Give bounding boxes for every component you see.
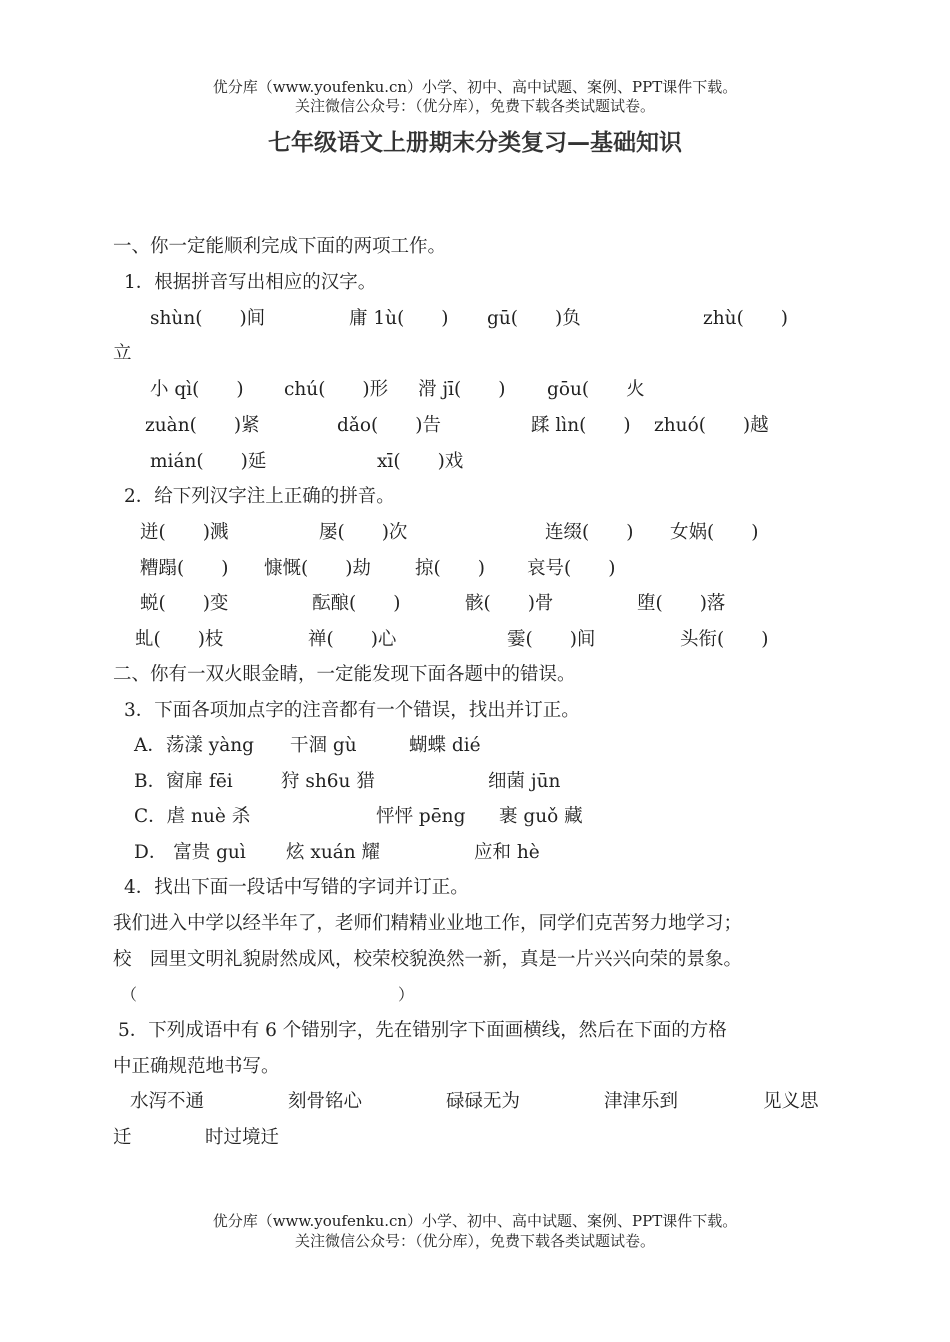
q5-idiom: 迁	[113, 1127, 132, 1148]
q1-item: 小 qì( )	[150, 379, 244, 400]
q5-idiom: 水泻不通	[130, 1091, 205, 1112]
q2-item: 堕( )落	[637, 593, 726, 614]
q4-paragraph: 我们进入中学以经半年了，老师们精精业业地工作，同学们克苦努力地学习；	[113, 913, 743, 934]
q1-item: 庸 1ù( )	[349, 308, 449, 329]
q5-label-cont: 中正确规范地书写。	[113, 1056, 280, 1077]
q2-item: 霎( )间	[507, 629, 596, 650]
q5-idiom: 时过境迁	[205, 1127, 280, 1148]
q5-label: 5．下列成语中有 6 个错别字，先在错别字下面画横线，然后在下面的方格	[118, 1020, 727, 1041]
q5-idiom: 碌碌无为	[446, 1091, 521, 1112]
q3-option: B．窗扉 fēi	[134, 771, 233, 792]
page-title: 七年级语文上册期末分类复习—基础知识	[268, 130, 682, 156]
footer-line-1: 优分库（www.youfenku.cn）小学、初中、高中试题、案例、PPT课件下载。	[212, 1212, 738, 1230]
q3-option: 狩 sh6u 猎	[281, 771, 375, 792]
q1-item: zuàn( )紧	[145, 415, 260, 436]
q3-option: A．荡漾 yàng	[134, 735, 254, 756]
q3-option: 蝴蝶 dié	[409, 735, 481, 756]
q2-item: 掠( )	[415, 558, 485, 579]
q4-label: 4．找出下面一段话中写错的字词并订正。	[124, 877, 469, 898]
q2-item: 酝酿( )	[312, 593, 401, 614]
q5-idiom: 见义思	[763, 1091, 819, 1112]
q4-answer-open: （	[121, 985, 138, 1004]
q2-label: 2．给下列汉字注上正确的拼音。	[124, 486, 395, 507]
q1-item: dǎo( )告	[337, 415, 441, 436]
q5-idiom: 津津乐到	[604, 1091, 679, 1112]
q1-item: chú( )形	[284, 379, 389, 400]
q2-item: 虬( )枝	[135, 629, 224, 650]
header-line-2: 关注微信公众号：（优分库），免费下载各类试题试卷。	[294, 97, 655, 115]
q4-answer-close: ）	[398, 985, 415, 1004]
q1-item: xī( )戏	[377, 451, 464, 472]
q1-item: shùn( )间	[150, 308, 266, 329]
q1-item: 蹂 lìn( )	[531, 415, 631, 436]
q1-item: gōu( 火	[547, 379, 645, 400]
q2-item: 头衔( )	[680, 629, 769, 650]
q2-item: 骸( )骨	[465, 593, 554, 614]
section1-heading: 一、你一定能顺利完成下面的两项工作。	[113, 236, 447, 257]
q1-item: zhù( )	[703, 308, 789, 329]
q1-item: gū( )负	[487, 308, 581, 329]
header-line-1: 优分库（www.youfenku.cn）小学、初中、高中试题、案例、PPT课件下载。	[212, 78, 738, 96]
q1-label: 1．根据拼音写出相应的汉字。	[124, 272, 377, 293]
q2-item: 女娲( )	[670, 522, 759, 543]
q3-option: 细菌 jūn	[488, 771, 561, 792]
q2-item: 蜕( )变	[140, 593, 229, 614]
q1-item: 滑 jī( )	[418, 379, 506, 400]
q2-item: 糟蹋( )	[140, 558, 229, 579]
q3-option: 应和 hè	[474, 842, 540, 863]
section2-heading: 二、你有一双火眼金睛，一定能发现下面各题中的错误。	[113, 664, 576, 685]
q1-item: 立	[113, 343, 132, 364]
q3-option: 炫 xuán 耀	[286, 842, 381, 863]
q2-item: 屡( )次	[319, 522, 408, 543]
q3-option: 干涸 gù	[290, 735, 357, 756]
q3-option: D． 富贵 guì	[134, 842, 246, 863]
q3-option: C．虐 nuè 杀	[134, 806, 251, 827]
q2-item: 慷慨( )劫	[264, 558, 371, 579]
q2-item: 哀号( )	[527, 558, 616, 579]
q2-item: 连缀( )	[545, 522, 634, 543]
q2-item: 迸( )溅	[140, 522, 229, 543]
q2-item: 禅( )心	[308, 629, 397, 650]
q1-item: mián( )延	[150, 451, 267, 472]
q3-option: 怦怦 pēng	[376, 806, 466, 827]
q5-idiom: 刻骨铭心	[288, 1091, 363, 1112]
q4-paragraph: 校 园里文明礼貌尉然成风，校荣校貌涣然一新，真是一片兴兴向荣的景象。	[113, 949, 743, 970]
footer-line-2: 关注微信公众号：（优分库），免费下载各类试题试卷。	[294, 1232, 655, 1250]
q3-option: 裹 guǒ 藏	[499, 806, 583, 827]
q3-label: 3．下面各项加点字的注音都有一个错误，找出并订正。	[124, 700, 580, 721]
q1-item: zhuó( )越	[654, 415, 769, 436]
